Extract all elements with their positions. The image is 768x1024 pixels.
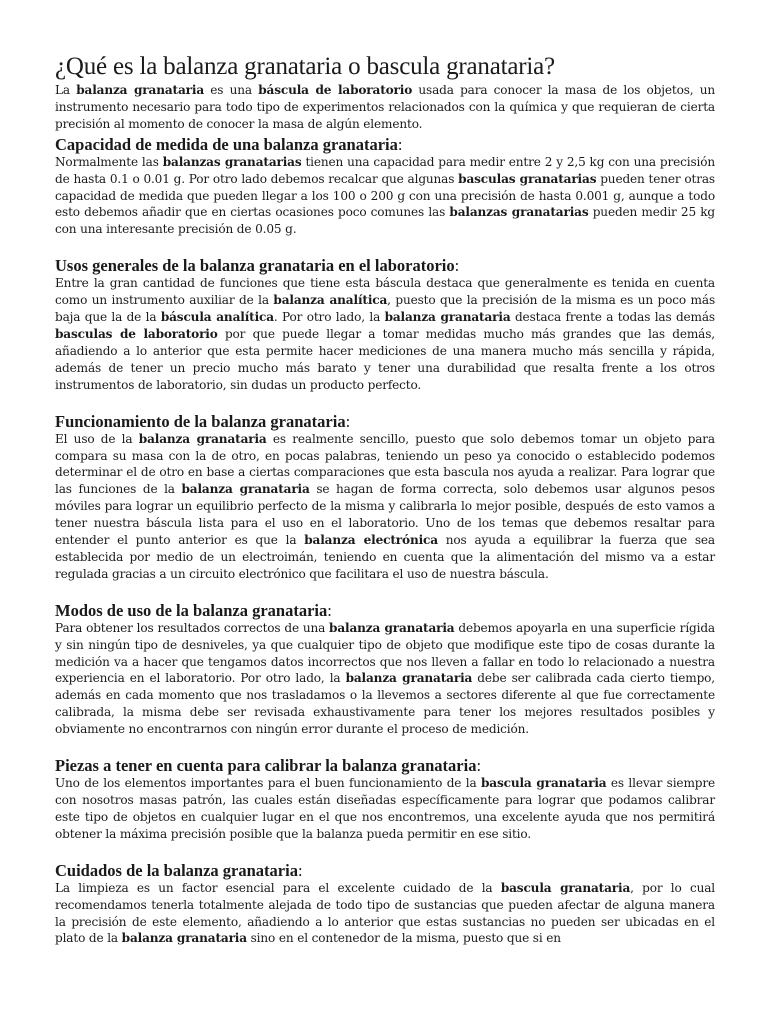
text-run: destaca frente a todas las demás <box>510 310 715 325</box>
section-heading-text: Capacidad de medida de una balanza granataria <box>55 134 398 154</box>
bold-term: bascula granataria <box>480 776 607 791</box>
section-heading <box>55 412 715 431</box>
section-heading-text: Usos generales de la balanza granataria en el laboratorio <box>55 256 455 276</box>
text-run: pueden medir 25 kg con una interesante precisión de 0.05 g. <box>55 205 715 237</box>
text-run: pueden tener otras capacidad de medida que pueden llegar a los 100 o 200 g con una precisión de hasta 0.001 g, aunque a todo esto debemos añadir que en ciertas ocasiones poco comunes las <box>55 171 715 220</box>
section-heading <box>55 256 715 275</box>
bold-term: báscula de laboratorio <box>258 83 413 97</box>
text-run: . Por otro lado, la <box>273 310 385 325</box>
bold-term: balanza granataria <box>121 931 247 946</box>
text-run: Entre la gran cantidad de funciones que tiene esta báscula destaca que generalmente es tenida en cuenta como un instrumento auxiliar de la <box>55 276 715 308</box>
text-run: tienen una capacidad para medir entre 2 y 2,5 kg con una precisión de hasta 0.1 o 0.01 g. Por otro lado debemos recalcar que algunas <box>55 154 716 186</box>
section-heading-colon: : <box>297 860 303 880</box>
bold-term: balanza granataria <box>181 482 310 497</box>
section-paragraph <box>55 880 715 948</box>
text-run: es llevar siempre con nosotros masas patrón, las cuales están diseñadas específicamente para lograr que podamos calibrar este tipo de objetos en cualquier lugar en el que nos encontremos, una excelente ayuda que nos permitirá obtener la máxima precisión posible que la balanza pueda permitir en ese sitio. <box>55 776 715 841</box>
text-run: es una <box>204 83 259 97</box>
text-run: La limpieza es un factor esencial para el excelente cuidado de la <box>55 880 501 895</box>
spacer <box>55 583 715 601</box>
bold-term: balanzas granatarias <box>449 205 589 220</box>
section-heading-colon: : <box>397 134 403 154</box>
text-run: sino en el contenedor de la misma, puesto que si en <box>246 931 561 946</box>
spacer <box>55 238 715 256</box>
bold-term: báscula analítica <box>160 310 274 325</box>
bold-term: balanza granataria <box>345 671 473 686</box>
document-title: ¿Qué es la balanza granataria o bascula granataria? <box>55 53 555 80</box>
spacer <box>55 738 715 756</box>
text-run: se hagan de forma correcta, solo debemos usar algunos pesos móviles para lograr un equilibrio perfecto de la misma y calibrarla lo mejor posible, después de esto vamos a tener nuestra báscula lista para el uso en el laboratorio. Uno de los temas que debemos resaltar para entender el punto anterior es que la <box>55 482 715 548</box>
bold-term: balanza granataria <box>384 310 511 325</box>
bold-term: basculas granatarias <box>458 171 597 186</box>
section-heading <box>55 756 715 775</box>
text-run: Uno de los elementos importantes para el buen funcionamiento de la <box>55 776 481 791</box>
section-heading-text: Cuidados de la balanza granataria <box>55 860 298 880</box>
section-heading-colon: : <box>327 600 332 620</box>
section-heading <box>55 861 715 880</box>
text-run: Normalmente las <box>55 154 163 169</box>
text-run: debe ser calibrada cada cierto tiempo, además en cada momento que nos trasladamos o la llevemos a sectores diferente al que fue correctamente calibrada, la misma debe ser revisada exhaustivamente para tener los mejores resultados posibles y obviamente no encontrarnos con ningún error durante el proceso de medición. <box>55 671 715 737</box>
bold-term: bascula granataria <box>500 880 631 895</box>
section-paragraph <box>55 275 715 393</box>
text-run: Para obtener los resultados correctos de una <box>55 620 330 635</box>
section-heading-text: Piezas a tener en cuenta para calibrar la balanza granataria <box>55 756 477 776</box>
bold-term: balanza granataria <box>329 620 455 635</box>
document-page <box>55 52 715 947</box>
bold-term: balanza granataria <box>138 431 267 446</box>
section-heading-colon: : <box>345 411 351 431</box>
section-heading-colon: : <box>476 756 482 776</box>
section-heading <box>55 135 715 154</box>
section-heading-text: Modos de uso de la balanza granataria <box>55 600 328 620</box>
section-paragraph <box>55 431 715 583</box>
section-heading <box>55 601 715 620</box>
bold-term: balanza analítica <box>273 293 388 308</box>
text-run: El uso de la <box>55 431 139 446</box>
text-run: usada para conocer la masa de los objetos, un instrumento necesario para todo tipo de experimentos relacionados con la química y que requieran de cierta precisión al momento de conocer la masa de algún elemento. <box>55 83 715 131</box>
section-paragraph <box>55 775 715 843</box>
text-run: debemos apoyarla en una superficie rígida y sin ningún tipo de desniveles, ya que cualquier tipo de objeto que modifique este tipo de cosas durante la medición va a hacer que tengamos datos incorrectos que nos lleven a fallar en todo lo relacionado a nuestra experiencia en el laboratorio. Por otro lado, la <box>55 620 715 686</box>
section-heading-colon: : <box>454 256 460 276</box>
spacer <box>55 394 715 412</box>
section-paragraph <box>55 620 715 738</box>
section-heading-text: Funcionamiento de la balanza granataria <box>55 411 346 431</box>
spacer <box>55 843 715 861</box>
text-run: , puesto que la precisión de la misma es un poco más baja que la de la <box>55 293 715 325</box>
intro-paragraph <box>55 82 715 133</box>
section-paragraph <box>55 154 715 239</box>
text-run: es realmente sencillo, puesto que solo debemos tomar un objeto para compara su masa con la de otro, en pocas palabras, teniendo un peso ya conocido o establecido podemos determinar el de otro en base a ciertas comparaciones que esta bascula nos ayuda a realizar. Para lograr que las funciones de la <box>55 431 715 497</box>
bold-term: balanzas granatarias <box>162 154 302 169</box>
bold-term: balanza electrónica <box>304 533 438 548</box>
text-run: por que puede llegar a tomar medidas mucho más grandes que las demás, añadiendo a lo anterior que esta permite hacer mediciones de una manera mucho más sencilla y rápida, además de tener un precio mucho más barato y tener una durabilidad que resalta frente a los otros instrumentos de laboratorio, sin dudas un producto perfecto. <box>55 326 715 392</box>
text-run: nos ayuda a equilibrar la fuerza que sea establecida por medio de un electroimán, teniendo en cuenta que la alimentación del mismo va a estar regulada gracias a un circuito electrónico que facilitara el uso de nuestra báscula. <box>55 533 715 581</box>
bold-term: basculas de laboratorio <box>55 326 218 341</box>
text-run: La <box>55 83 77 97</box>
bold-term: balanza granataria <box>76 83 205 97</box>
text-run: , por lo cual recomendamos tenerla totalmente alejada de todo tipo de sustancias que pueden afectar de alguna manera la precisión de este elemento, añadiendo a lo anterior que estas sustancias no pueden ser ubicadas en el plato de la <box>55 880 715 946</box>
